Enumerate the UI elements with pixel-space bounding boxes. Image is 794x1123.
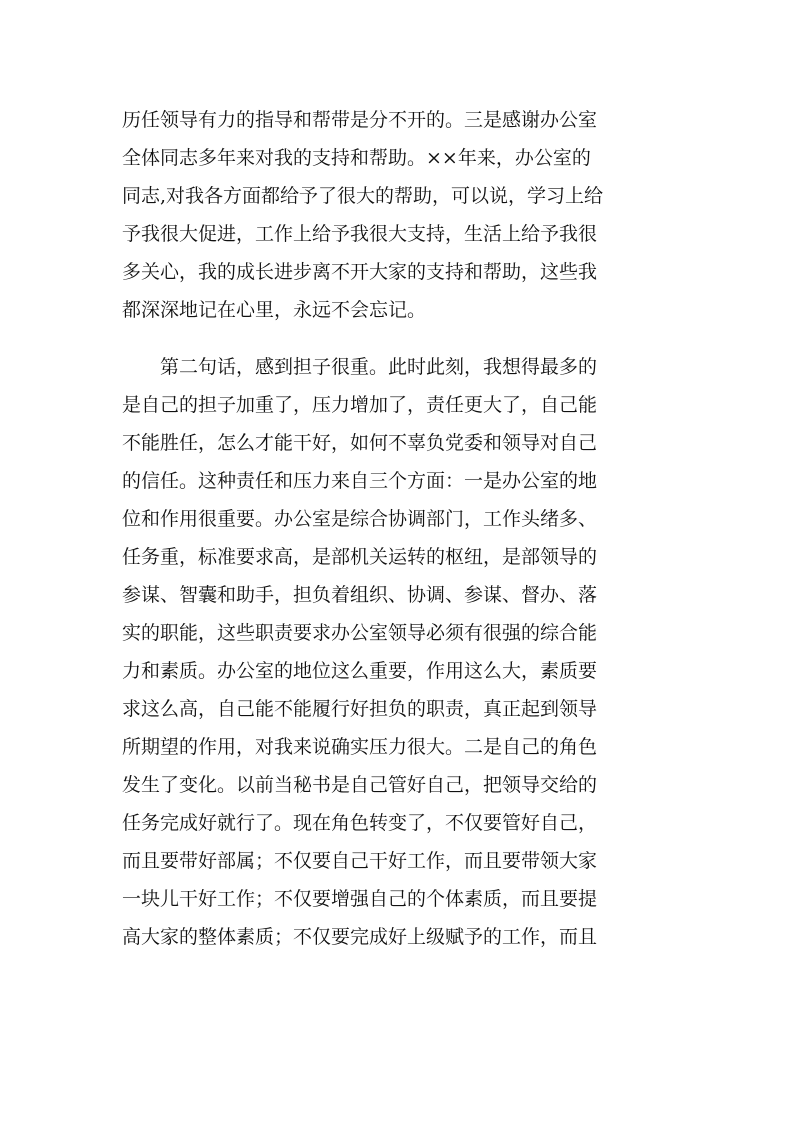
- text-line: 位和作用很重要。办公室是综合协调部门，工作头绪多、: [122, 508, 598, 530]
- text-line: 高大家的整体素质；不仅要完成好上级赋予的工作，而且: [122, 926, 598, 948]
- text-line: 不能胜任，怎么才能干好，如何不辜负党委和领导对自己: [122, 432, 598, 454]
- text-line: 实的职能，这些职责要求办公室领导必须有很强的综合能: [122, 622, 598, 644]
- text-line: 第二句话，感到担子很重。此时此刻，我想得最多的: [160, 356, 598, 378]
- text-line: 任务重，标准要求高，是部机关运转的枢纽，是部领导的: [122, 546, 598, 568]
- text-line: 一块儿干好工作；不仅要增强自己的个体素质，而且要提: [122, 888, 598, 910]
- paragraph-2: [122, 348, 662, 956]
- text-line: 参谋、智囊和助手，担负着组织、协调、参谋、督办、落: [122, 584, 598, 606]
- text-line: 都深深地记在心里，永远不会忘记。: [122, 299, 427, 321]
- paragraph-1: [122, 101, 662, 329]
- paragraph-gap: [122, 329, 662, 348]
- text-line: 的信任。这种责任和压力来自三个方面：一是办公室的地: [122, 470, 598, 492]
- text-line: 历任领导有力的指导和帮带是分不开的。三是感谢办公室: [122, 109, 598, 131]
- text-line: 多关心，我的成长进步离不开大家的支持和帮助，这些我: [122, 261, 598, 283]
- text-line: 全体同志多年来对我的支持和帮助。××年来，办公室的: [122, 147, 591, 169]
- text-line: 所期望的作用，对我来说确实压力很大。二是自己的角色: [122, 736, 598, 758]
- text-line: 同志,对我各方面都给予了很大的帮助，可以说，学习上给: [122, 185, 604, 207]
- body-text: [122, 101, 662, 956]
- text-line: 予我很大促进，工作上给予我很大支持，生活上给予我很: [122, 223, 598, 245]
- text-line: 力和素质。办公室的地位这么重要，作用这么大，素质要: [122, 660, 598, 682]
- text-line: 求这么高，自己能不能履行好担负的职责，真正起到领导: [122, 698, 598, 720]
- text-line: 是自己的担子加重了，压力增加了，责任更大了，自己能: [122, 394, 598, 416]
- text-line: 任务完成好就行了。现在角色转变了，不仅要管好自己，: [122, 812, 598, 834]
- text-line: 而且要带好部属；不仅要自己干好工作，而且要带领大家: [122, 850, 598, 872]
- text-line: 发生了变化。以前当秘书是自己管好自己，把领导交给的: [122, 774, 598, 796]
